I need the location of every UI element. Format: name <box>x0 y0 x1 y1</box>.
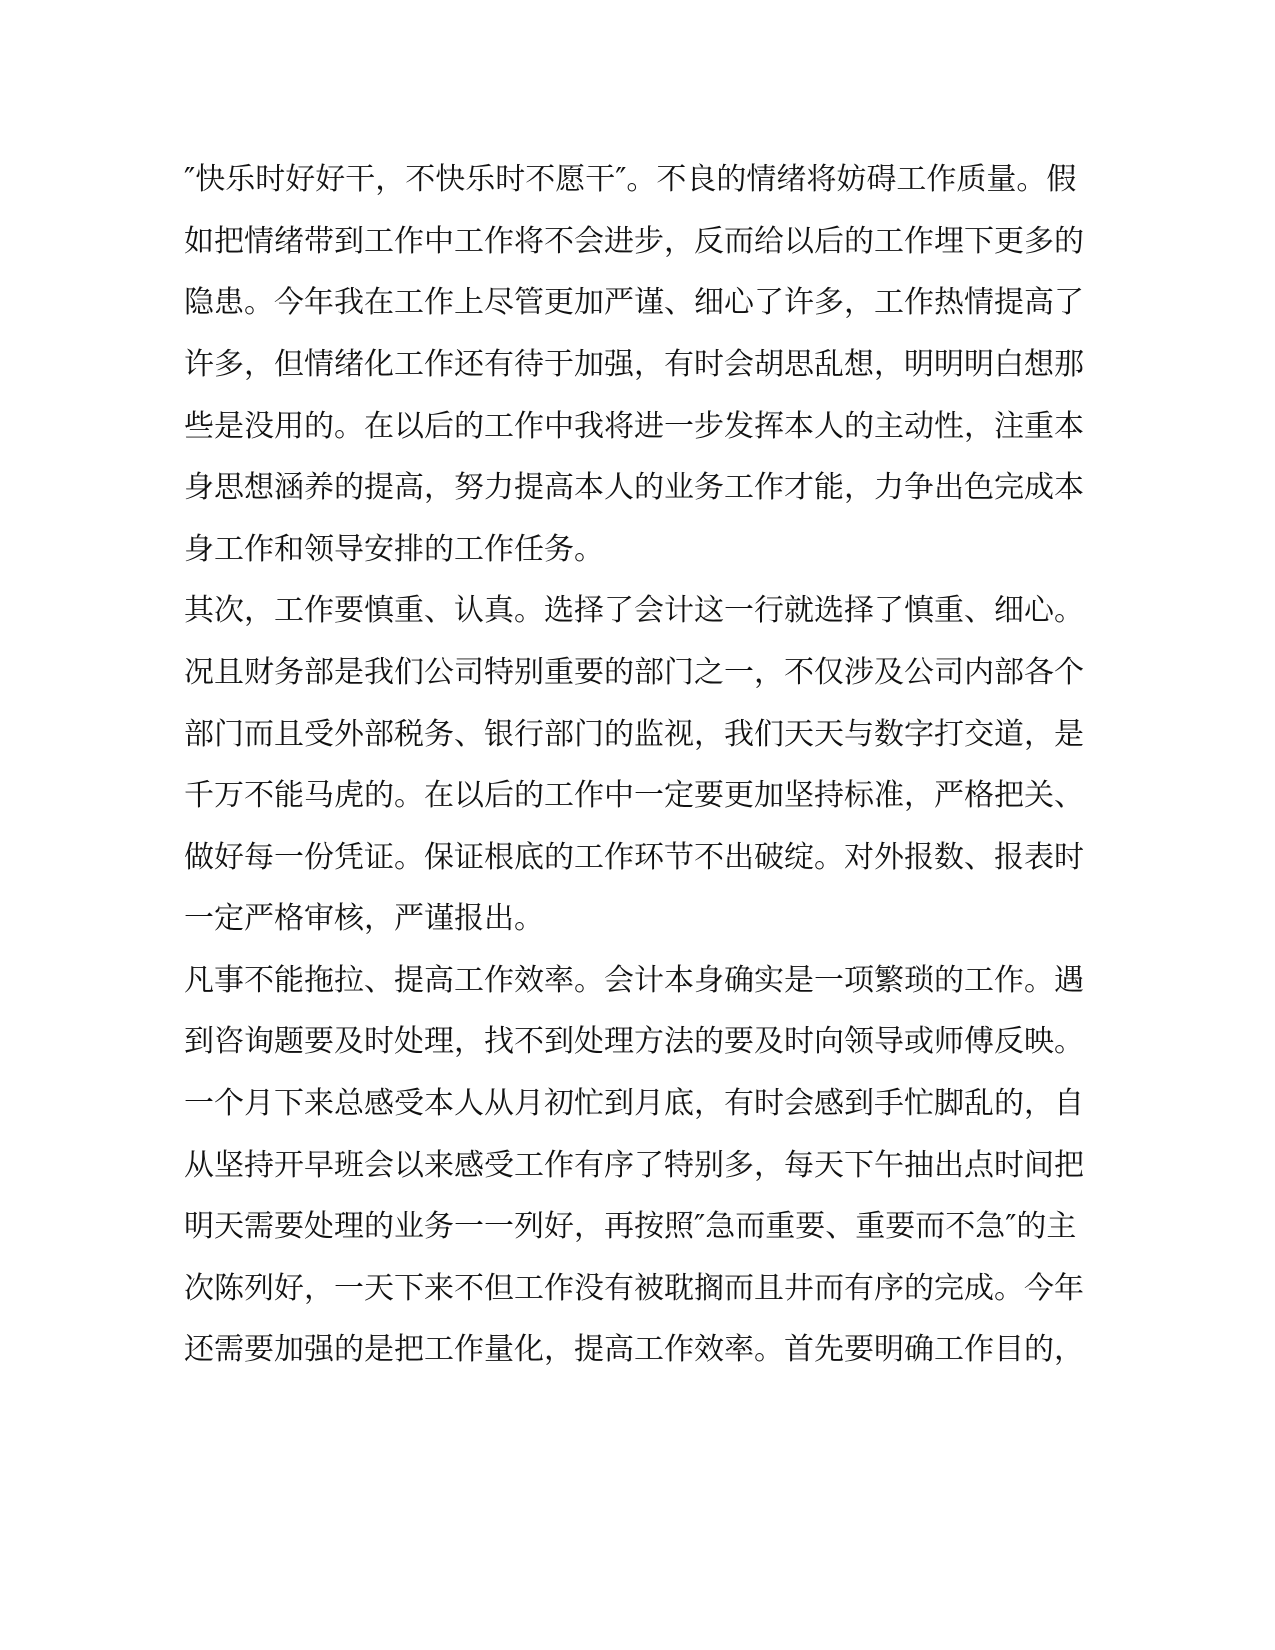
text-line: 如把情绪带到工作中工作将不会进步，反而给以后的工作埋下更多的 <box>184 224 1084 259</box>
text-line: 千万不能马虎的。在以后的工作中一定要更加坚持标准，严格把关、 <box>184 778 1084 813</box>
text-line: 一定严格审核，严谨报出。 <box>184 901 544 936</box>
text-line: 许多，但情绪化工作还有待于加强，有时会胡思乱想，明明明白想那 <box>184 347 1084 382</box>
text-line: 身工作和领导安排的工作任务。 <box>184 532 604 567</box>
text-line: 身思想涵养的提高，努力提高本人的业务工作才能，力争出色完成本 <box>184 470 1084 505</box>
text-line: 从坚持开早班会以来感受工作有序了特别多，每天下午抽出点时间把 <box>184 1148 1084 1183</box>
text-line: 况且财务部是我们公司特别重要的部门之一，不仅涉及公司内部各个 <box>184 655 1084 690</box>
text-line: 还需要加强的是把工作量化，提高工作效率。首先要明确工作目的， <box>184 1332 1084 1367</box>
text-line: 次陈列好，一天下来不但工作没有被耽搁而且井而有序的完成。今年 <box>184 1271 1084 1306</box>
text-line: ″快乐时好好干，不快乐时不愿干″。不良的情绪将妨碍工作质量。假 <box>184 162 1077 197</box>
text-line: 到咨询题要及时处理，找不到处理方法的要及时向领导或师傅反映。 <box>184 1024 1084 1059</box>
text-line: 明天需要处理的业务一一列好，再按照″急而重要、重要而不急″的主 <box>184 1209 1077 1244</box>
text-line: 凡事不能拖拉、提高工作效率。会计本身确实是一项繁琐的工作。遇 <box>184 963 1084 998</box>
text-line: 做好每一份凭证。保证根底的工作环节不出破绽。对外报数、报表时 <box>184 840 1084 875</box>
text-line: 些是没用的。在以后的工作中我将进一步发挥本人的主动性，注重本 <box>184 409 1084 444</box>
text-line: 一个月下来总感受本人从月初忙到月底，有时会感到手忙脚乱的，自 <box>184 1086 1084 1121</box>
text-line: 部门而且受外部税务、银行部门的监视，我们天天与数字打交道，是 <box>184 717 1084 752</box>
text-line: 隐患。今年我在工作上尽管更加严谨、细心了许多，工作热情提高了 <box>184 285 1084 320</box>
text-line: 其次，工作要慎重、认真。选择了会计这一行就选择了慎重、细心。 <box>184 593 1084 628</box>
